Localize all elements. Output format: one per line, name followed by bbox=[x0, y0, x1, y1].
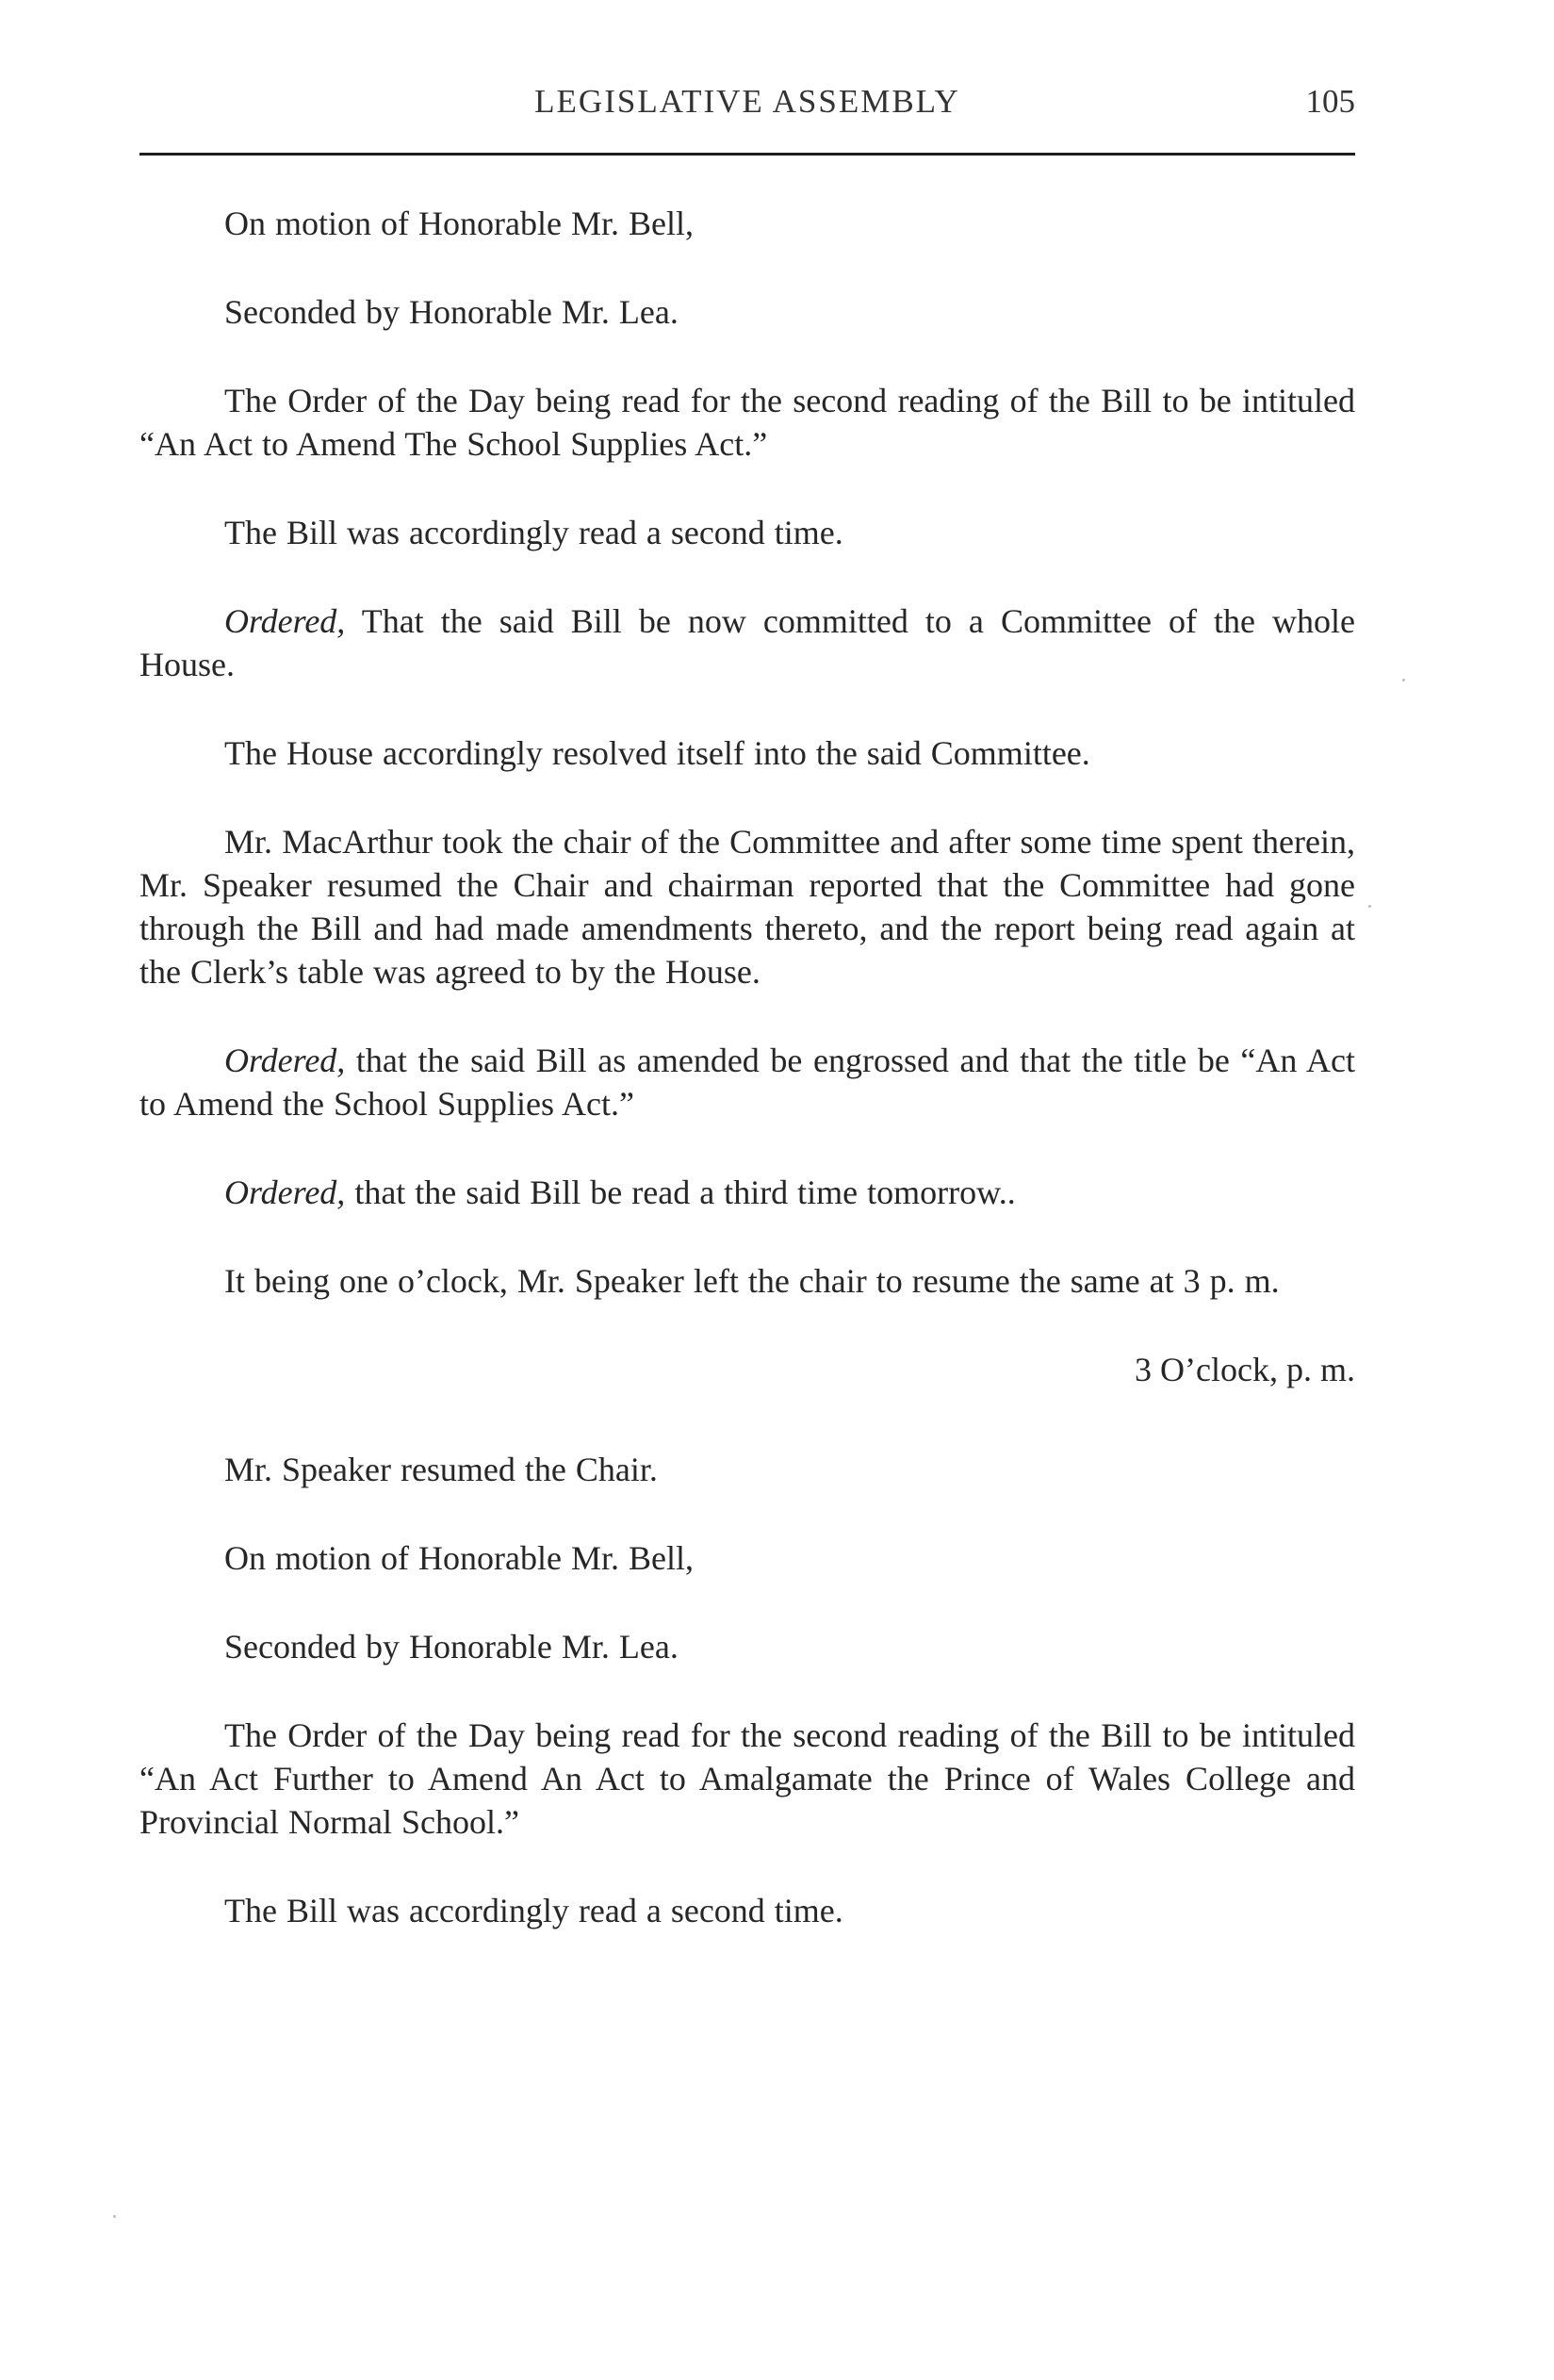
running-title: LEGISLATIVE ASSEMBLY bbox=[534, 83, 960, 120]
afternoon-time-heading: 3 O’clock, p. m. bbox=[1135, 1351, 1355, 1388]
paragraph-text: On motion of Honorable Mr. Bell, bbox=[224, 1539, 694, 1577]
paragraph-order-of-day-2 bbox=[139, 1714, 1355, 1844]
print-speck bbox=[1402, 679, 1405, 681]
paragraph-text: It being one o’clock, Mr. Speaker left the chair to resume the same at 3 p. m. bbox=[224, 1262, 1280, 1300]
journal-body bbox=[139, 202, 1355, 1978]
paragraph-motion bbox=[139, 202, 1355, 245]
paragraph-text: The Bill was accordingly read a second time. bbox=[224, 514, 843, 551]
paragraph-text: The House accordingly resolved itself into the said Committee. bbox=[224, 734, 1090, 772]
paragraph-ordered-committed bbox=[139, 599, 1355, 686]
paragraph-text: The Order of the Day being read for the second reading of the Bill to be intituled “An Act Further to Amend An Act to Amalgamate the Prince of Wales College and Provincial Normal School.” bbox=[139, 1716, 1355, 1841]
paragraph-seconded-2 bbox=[139, 1625, 1355, 1668]
running-head bbox=[139, 83, 1355, 130]
paragraph-text: On motion of Honorable Mr. Bell, bbox=[224, 205, 694, 242]
paragraph-committee-report bbox=[139, 820, 1355, 993]
paragraph-recess bbox=[139, 1259, 1355, 1303]
paragraph-order-of-day bbox=[139, 379, 1355, 466]
paragraph-ordered-third-reading bbox=[139, 1171, 1355, 1214]
paragraph-text: Seconded by Honorable Mr. Lea. bbox=[224, 293, 679, 331]
paragraph-speaker-resumed bbox=[139, 1448, 1355, 1491]
paragraph-ordered-engrossed bbox=[139, 1039, 1355, 1125]
print-speck bbox=[113, 2215, 116, 2218]
ordered-lead: Ordered, bbox=[224, 1042, 346, 1079]
paragraph-text: that the said Bill as amended be engrossed and that the title be “An Act to Amend the School Supplies Act.” bbox=[139, 1042, 1355, 1123]
paragraph-text: That the said Bill be now committed to a Committee of the whole House. bbox=[139, 602, 1355, 683]
paragraph-text: Seconded by Honorable Mr. Lea. bbox=[224, 1628, 679, 1666]
ordered-lead: Ordered, bbox=[224, 1174, 346, 1211]
paragraph-second-reading-2 bbox=[139, 1889, 1355, 1932]
paragraph-text: Mr. MacArthur took the chair of the Committee and after some time spent therein, Mr. Speaker resumed the Chair and chairman reported that the Committee had gone through the Bill and had made amendments thereto, and the report being read again at the Clerk’s table was agreed to by the House. bbox=[139, 823, 1355, 991]
page-number: 105 bbox=[1305, 83, 1355, 120]
paragraph-text: The Bill was accordingly read a second time. bbox=[224, 1892, 843, 1929]
paragraph-text: The Order of the Day being read for the second reading of the Bill to be intituled “An Act to Amend The School Supplies Act.” bbox=[139, 382, 1355, 463]
ordered-lead: Ordered, bbox=[224, 602, 346, 640]
paragraph-text: Mr. Speaker resumed the Chair. bbox=[224, 1451, 658, 1488]
paragraph-house-resolved bbox=[139, 731, 1355, 775]
paragraph-text: that the said Bill be read a third time tomorrow.. bbox=[345, 1174, 1016, 1211]
print-speck bbox=[1368, 905, 1371, 908]
header-rule bbox=[139, 153, 1355, 156]
paragraph-motion-2 bbox=[139, 1536, 1355, 1580]
paragraph-seconded bbox=[139, 290, 1355, 334]
paragraph-second-reading bbox=[139, 511, 1355, 554]
